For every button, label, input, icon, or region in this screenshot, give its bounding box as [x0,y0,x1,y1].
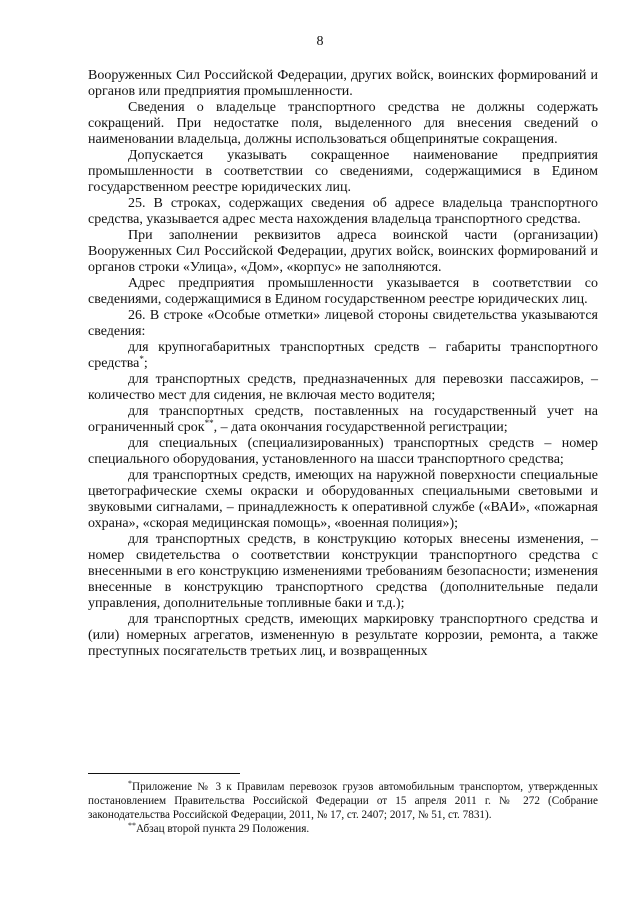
footnote-mark: ** [128,821,136,830]
paragraph: Адрес предприятия промышленности указывается в соответствии со сведениями, содержащимися в Едином государственном реестре юридических лиц. [88,276,598,307]
paragraph: 25. В строках, содержащих сведения об адресе владельца транспортного средства, указывается адрес места нахождения владельца транспортного средства. [88,196,598,227]
paragraph: для специальных (специализированных) транспортных средств – номер специального оборудования, установленного на шасси транспортного средства; [88,436,598,467]
paragraph: для транспортных средств, имеющих на наружной поверхности специальные цветографические схемы окраски и оборудованных специальными световыми и звуковыми сигналами, – принадлежность к оперативной службе («ВАИ», «пожарная охрана», «скорая медицинская помощь», «военная полиция»); [88,468,598,531]
page-number: 8 [316,34,324,49]
paragraph: для крупногабаритных транспортных средств – габариты транспортного средства*; [88,340,598,371]
paragraph: для транспортных средств, имеющих маркировку транспортного средства и (или) номерных агрегатов, измененную в результате коррозии, ремонта, а также преступных посягательств третьих лиц, и возвращенных [88,612,598,659]
paragraph: для транспортных средств, в конструкцию которых внесены изменения, – номер свидетельства о соответствии конструкции транспортного средства с внесенными в его конструкцию изменениями требованиям безопасности; изменения внесенные в конструкцию транспортного средства (дополнительные педали управления, дополнительные топливные баки и т.д.); [88,532,598,611]
paragraph: Вооруженных Сил Российской Федерации, других войск, воинских формирований и органов или предприятия промышленности. [88,68,598,99]
footnote-ref: ** [204,418,214,428]
paragraph: для транспортных средств, поставленных на государственный учет на ограниченный срок**, – дата окончания государственной регистрации; [88,404,598,435]
footnote: **Абзац второй пункта 29 Положения. [128,821,310,835]
footnote: *Приложение № 3 к Правилам перевозок грузов автомобильным транспортом, утвержденных постановлением Правительства Российской Федерации от 15 апреля 2011 г. № 272 (Собрание законодательства Российской Федерации, 2011, № 17, ст. 2407; 2017, № 51, ст. 7831). [88,779,598,821]
paragraph: Допускается указывать сокращенное наименование предприятия промышленности в соответствии со сведениями, содержащимися в Едином государственном реестре юридических лиц. [88,148,598,195]
footnote-divider [88,773,240,774]
footnotes [88,780,598,836]
paragraph: 26. В строке «Особые отметки» лицевой стороны свидетельства указываются сведения: [88,308,598,339]
footnote-ref: * [139,354,144,364]
paragraph: Сведения о владельце транспортного средства не должны содержать сокращений. При недостатке поля, выделенного для внесения сведений о наименовании владельца, должны использоваться общепринятые сокращения. [88,100,598,147]
footnote-mark: * [128,779,132,788]
paragraph: При заполнении реквизитов адреса воинской части (организации) Вооруженных Сил Российской Федерации, других войск, воинских формирований и органов строки «Улица», «Дом», «корпус» не заполняются. [88,228,598,275]
paragraph: для транспортных средств, предназначенных для перевозки пассажиров, – количество мест для сидения, не включая место водителя; [88,372,598,403]
body-text [88,68,598,660]
